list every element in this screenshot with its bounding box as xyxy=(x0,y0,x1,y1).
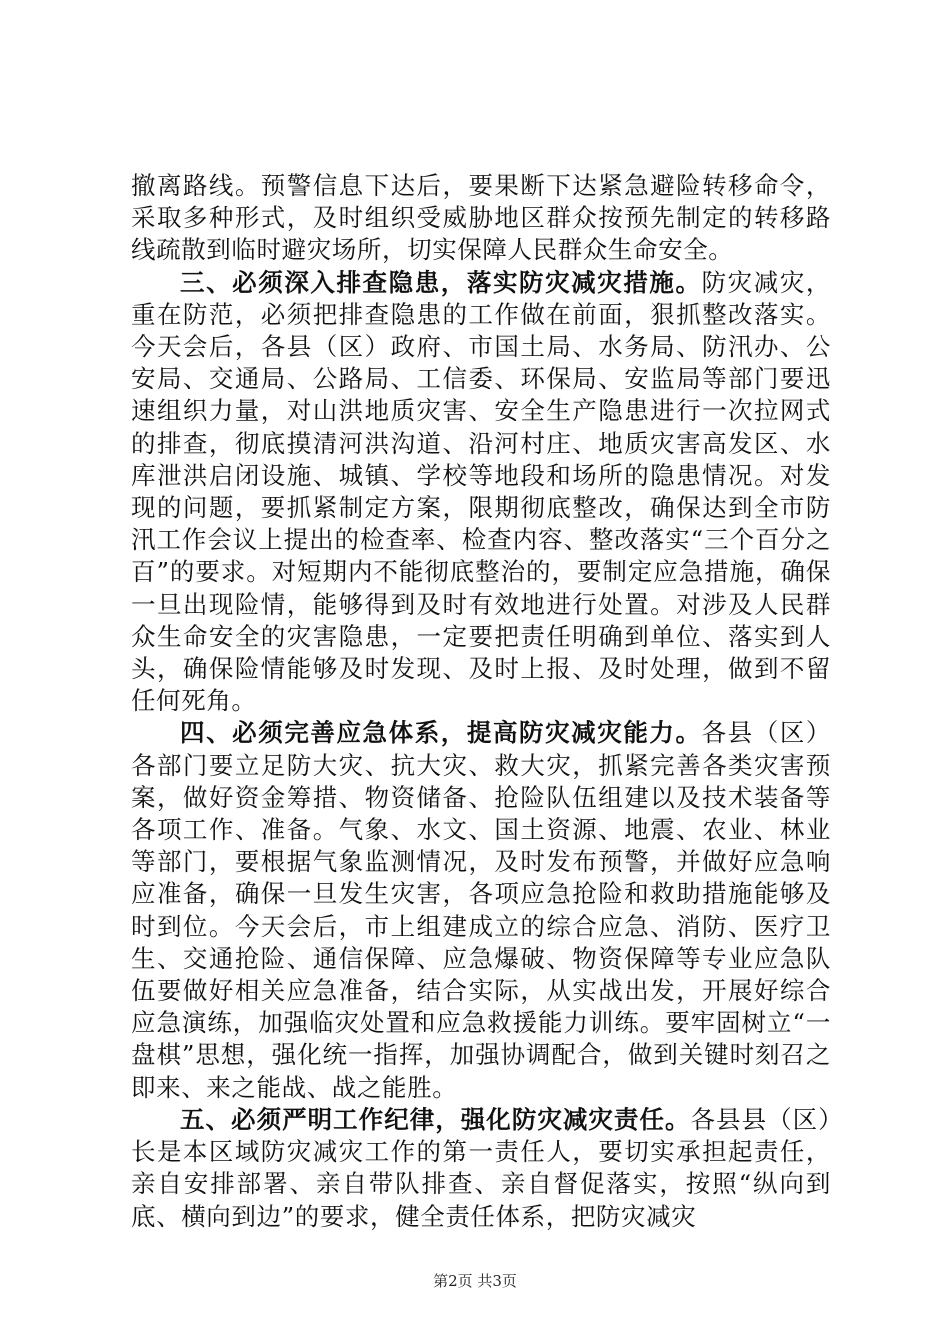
page-footer xyxy=(0,1270,950,1291)
paragraph-2-text: 防灾减灾，重在防范，必须把排查隐患的工作做在前面，狠抓整改落实。今天会后，各县（区）政府、市国土局、水务局、防汛办、公安局、交通局、公路局、工信委、环保局、安监局等部门要迅速组织力量，对山洪地质灾害、安全生产隐患进行一次拉网式的排查，彻底摸清河洪沟道、沿河村庄、地质灾害高发区、水库泄洪启闭设施、城镇、学校等地段和场所的隐患情况。对发现的问题，要抓紧制定方案，限期彻底整改，确保达到全市防汛工作会议上提出的检查率、检查内容、整改落实“三个百分之百”的要求。对短期内不能彻底整治的，要制定应急措施，确保一旦出现险情，能够得到及时有效地进行处置。对涉及人民群众生命安全的灾害隐患，一定要把责任明确到单位、落实到人头，确保险情能够及时发现、及时上报、及时处理，做到不留任何死角。 xyxy=(131,267,832,716)
document-body xyxy=(131,170,831,1233)
paragraph-1 xyxy=(131,170,831,267)
paragraph-4-text: 各县县（区）长是本区域防灾减灾工作的第一责任人，要切实承担起责任，亲自安排部署、亲自带队排查、亲自督促落实，按照“纵向到底、横向到边”的要求，健全责任体系，把防灾减灾 xyxy=(131,1104,831,1231)
paragraph-3-text: 各县（区）各部门要立足防大灾、抗大灾、救大灾，抓紧完善各类灾害预案，做好资金筹措、物资储备、抢险队伍组建以及技术装备等各项工作、准备。气象、水文、国土资源、地震、农业、林业等部门，要根据气象监测情况，及时发布预警，并做好应急响应准备，确保一旦发生灾害，各项应急抢险和救助措施能够及时到位。今天会后，市上组建成立的综合应急、消防、医疗卫生、交通抢险、通信保障、应急爆破、物资保障等专业应急队伍要做好相关应急准备，结合实际，从实战出发，开展好综合应急演练，加强临灾处置和应急救援能力训练。要牢固树立“一盘棋”思想，强化统一指挥，加强协调配合，做到关键时刻召之即来、来之能战、战之能胜。 xyxy=(131,718,832,1102)
paragraph-3-heading: 四、必须完善应急体系，提高防灾减灾能力。 xyxy=(180,718,702,748)
paragraph-2 xyxy=(131,267,831,718)
paragraph-3 xyxy=(131,717,831,1103)
paragraph-2-heading: 三、必须深入排查隐患，落实防灾减灾措施。 xyxy=(180,267,702,297)
paragraph-4-heading: 五、必须严明工作纪律，强化防灾减灾责任。 xyxy=(180,1104,691,1134)
page-number-label: 第2页 共3页 xyxy=(433,1272,517,1290)
paragraph-4 xyxy=(131,1104,831,1233)
paragraph-1-text: 撤离路线。预警信息下达后，要果断下达紧急避险转移命令，采取多种形式，及时组织受威胁地区群众按预先制定的转移路线疏散到临时避灾场所，切实保障人民群众生命安全。 xyxy=(131,171,831,265)
